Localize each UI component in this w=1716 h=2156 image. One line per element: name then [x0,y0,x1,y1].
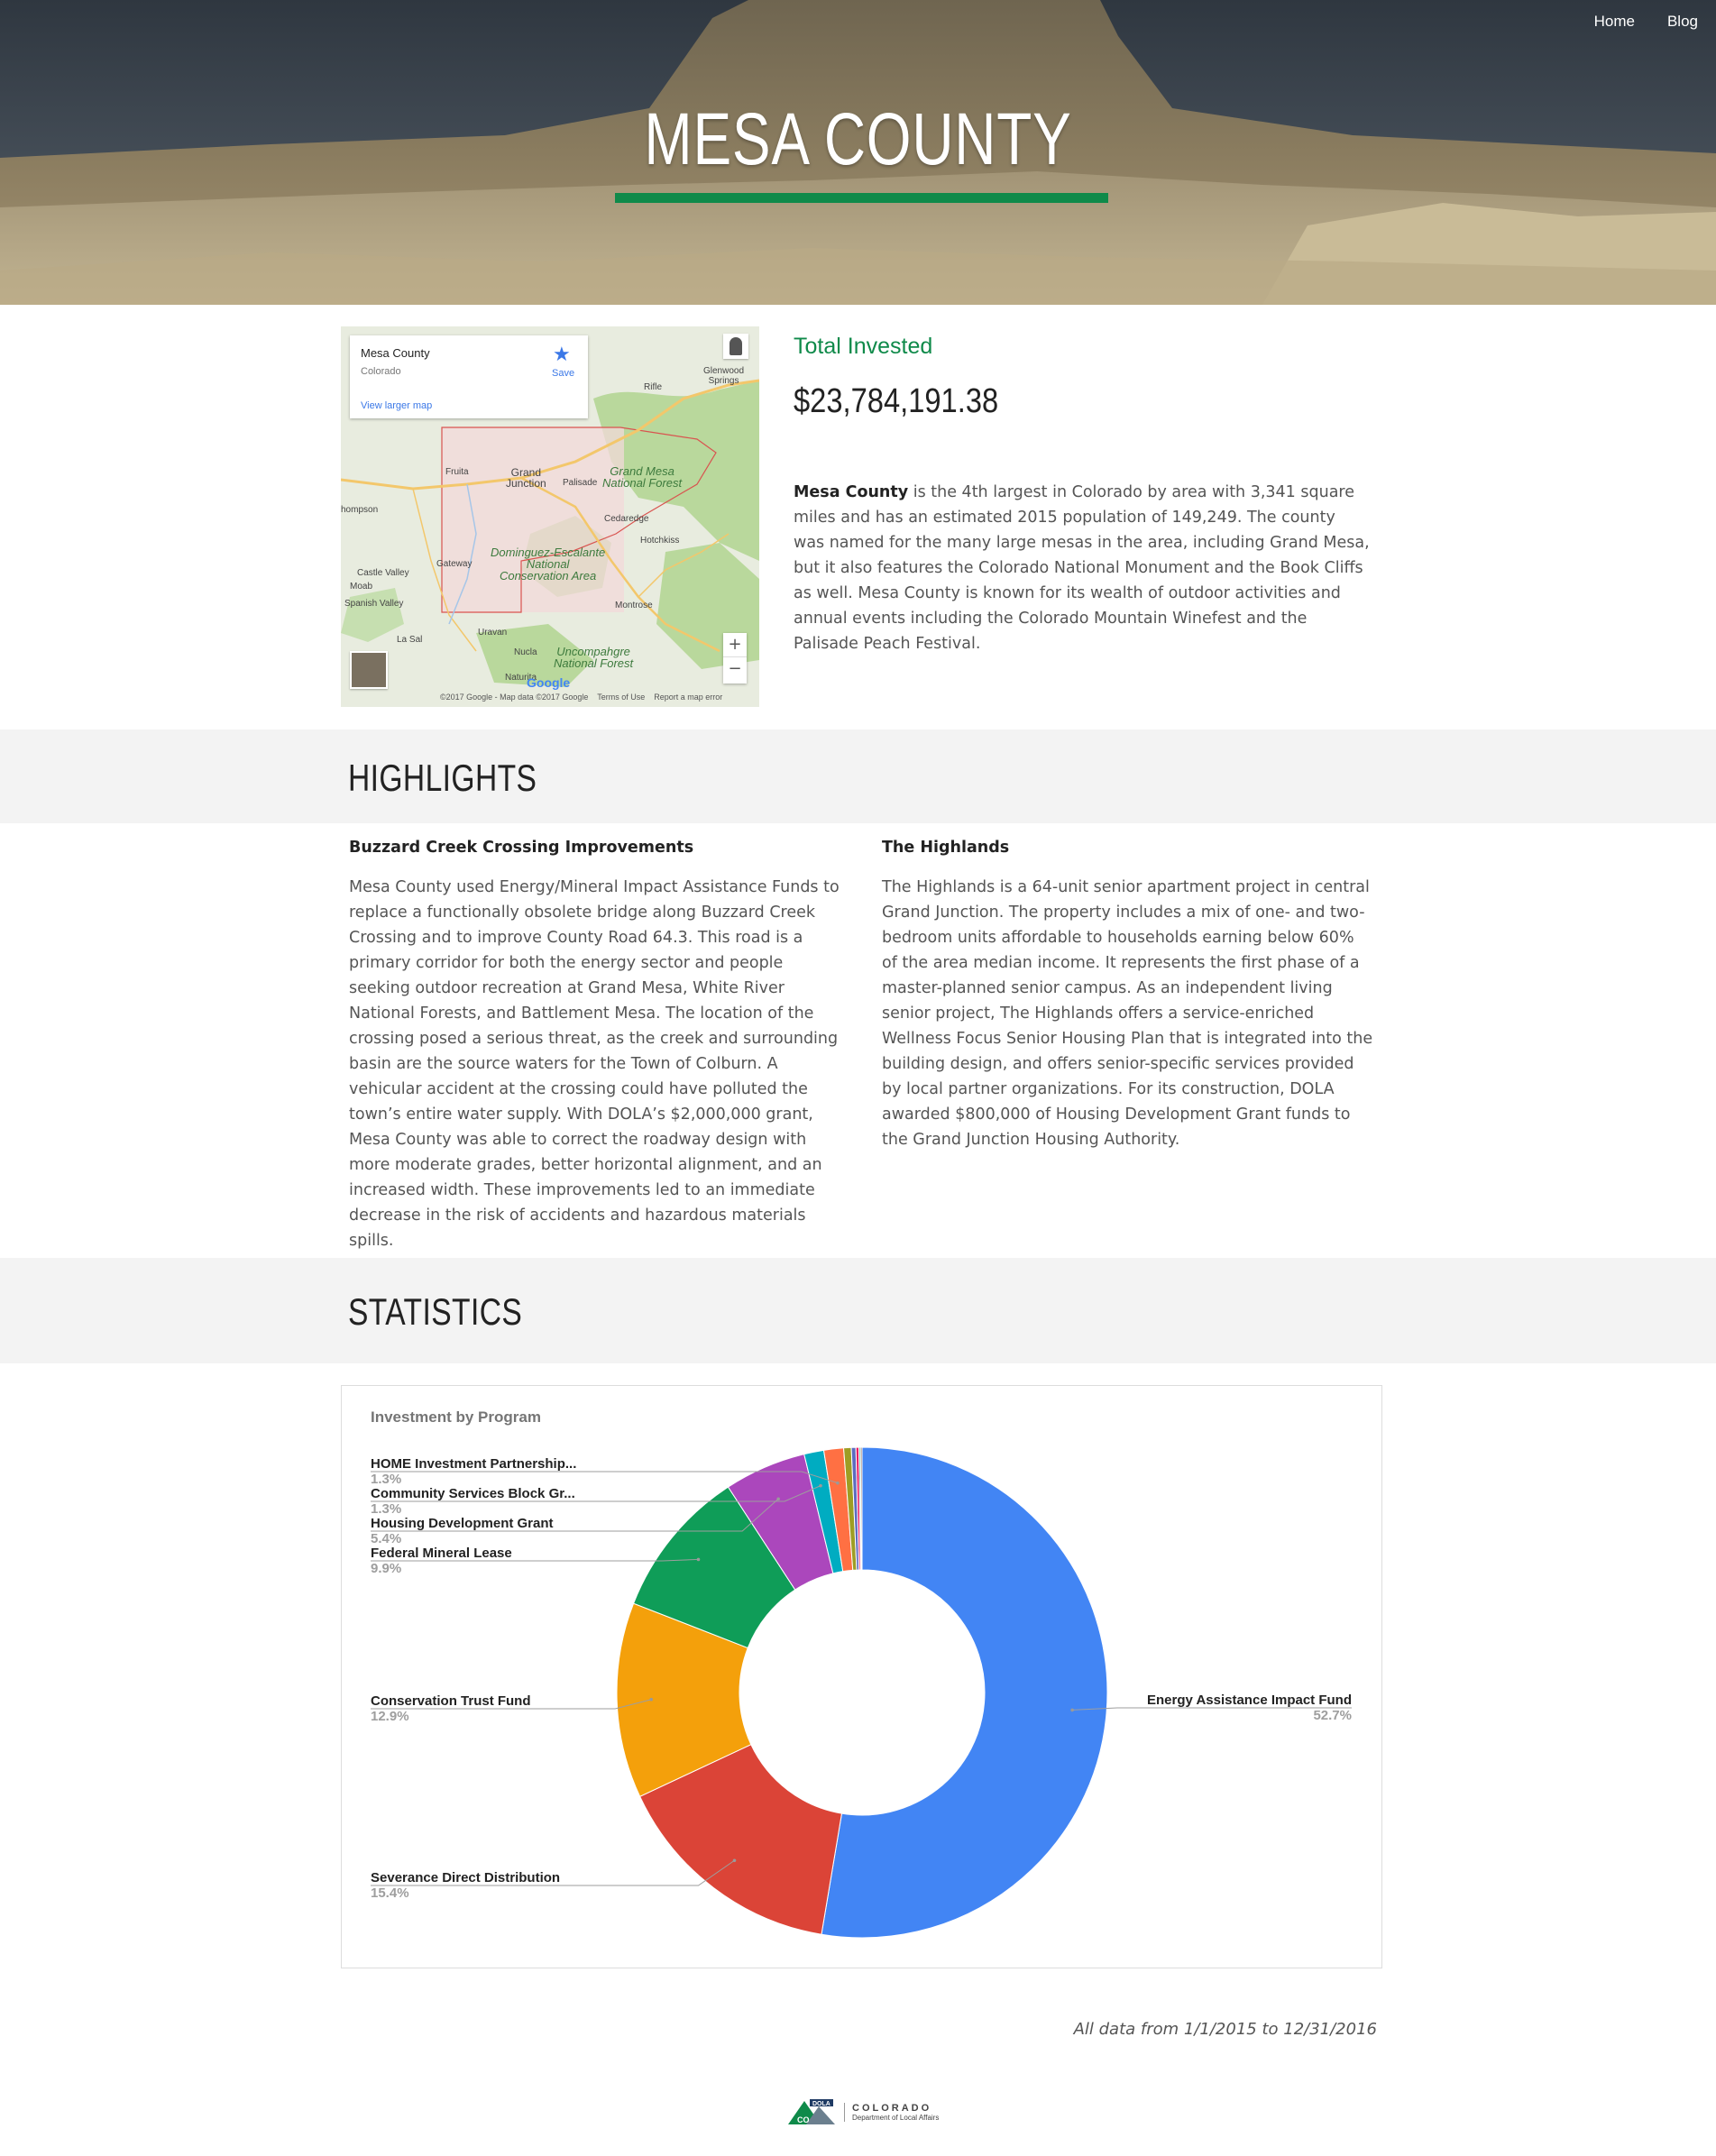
slice-percent-6: 1.3% [371,1472,402,1487]
top-nav [1594,13,1698,31]
zoom-out-button[interactable]: − [723,656,747,681]
highlight-title-2: The Highlands [882,839,1010,857]
label-leader-0 [1072,1708,1352,1710]
label-anchor-5 [819,1484,822,1488]
slice-label-1: Severance Direct Distribution [371,1870,561,1885]
colorado-logo-icon [786,2097,837,2126]
data-range-note: All data from 1/1/2015 to 12/31/2016 [1073,2020,1377,2039]
map-label-castle-valley: Castle Valley [357,568,409,578]
slice-label-6: HOME Investment Partnership... [371,1456,577,1472]
highlights-heading: HIGHLIGHTS [348,757,537,799]
map-zoom-control [723,633,747,683]
slice-label-3: Federal Mineral Lease [371,1546,512,1561]
slice-percent-2: 12.9% [371,1709,409,1724]
save-star-icon[interactable]: ★ [553,343,571,365]
map-label-spanish-valley: Spanish Valley [344,599,404,609]
map-label-uncompahgre: Uncompahgre National Forest [554,645,634,670]
statistics-heading: STATISTICS [348,1290,523,1333]
map-label-moab: Moab [350,582,373,592]
logo-department-text: Department of Local Affairs [852,2113,940,2122]
map-label-glenwood: Glenwood Springs [703,366,745,386]
zoom-in-button[interactable]: + [728,635,742,654]
map-attribution[interactable]: ©2017 Google - Map data ©2017 Google Terms of Use Report a map error [440,693,723,702]
map-label-thompson: hompson [341,505,379,515]
map-label-naturita: Naturita [505,673,537,683]
county-description-text: is the 4th largest in Colorado by area with 3,341 square miles and has an estimated 2015 population of 149,249. The county was named for the many large mesas in the area, including Grand Mesa, but it also features the Colorado National Monument and the Book Cliffs as well. Mesa County is known for its wealth of outdoor activities and annual events including the Colorado Mountain Winefest and the Palisade Peach Festival. [794,483,1370,653]
satellite-toggle-thumbnail[interactable] [350,651,388,689]
total-invested-label: Total Invested [794,334,933,359]
map-label-uravan: Uravan [478,628,508,638]
map-label-cedaredge: Cedaredge [604,514,649,524]
map-label-hotchkiss: Hotchkiss [640,536,680,546]
total-invested-value: $23,784,191.38 [794,382,999,420]
slice-percent-0: 52.7% [1313,1708,1352,1723]
statistics-header [0,1258,1716,1363]
slice-percent-5: 1.3% [371,1501,402,1517]
highlight-text-2: The Highlands is a 64-unit senior apartment project in central Grand Junction. The property includes a mix of one- and two-bedroom units affordable to households earning below 60% of the area median income. It represents the first phase of a master-planned senior campus. As an independent living senior project, The Highlands offers a service-enriched Wellness Focus Senior Housing Plan that is integrated into the building design, and offers senior-specific services provided by local partner organizations. For its construction, DOLA awarded $800,000 of Housing Development Grant funds to the Grand Junction Housing Authority. [882,878,1373,1149]
nav-blog-link[interactable]: Blog [1666,13,1698,30]
logo-dola-text: DOLA [812,2101,830,2107]
highlight-title-1: Buzzard Creek Crossing Improvements [349,839,694,857]
chart-title: Investment by Program [371,1408,541,1426]
highlights-header [0,729,1716,823]
slice-percent-1: 15.4% [371,1885,409,1901]
county-name: Mesa County [794,483,909,501]
view-larger-map-link[interactable]: View larger map [361,400,433,411]
slice-percent-4: 5.4% [371,1531,402,1546]
logo-co-text: CO [797,2115,810,2124]
slice-label-4: Housing Development Grant [371,1516,554,1531]
map-label-montrose: Montrose [615,601,653,610]
map-label-rifle: Rifle [644,382,663,392]
map-card-subtitle: Colorado [361,366,401,377]
investment-chart [341,1385,1382,1968]
map-label-gateway: Gateway [436,559,473,569]
donut-slice-11[interactable] [860,1447,862,1570]
title-underline [615,193,1108,203]
donut-slice-0[interactable] [821,1447,1107,1938]
map-label-la-sal: La Sal [397,635,423,645]
slice-label-0: Energy Assistance Impact Fund [1146,1693,1352,1708]
logo-colorado-text: COLORADO [852,2102,932,2114]
map-label-dominguez: Dominguez-Escalante National Conservation Area [491,546,606,583]
hero-banner [0,0,1716,305]
slice-percent-3: 9.9% [371,1561,402,1576]
map-label-nucla: Nucla [514,647,537,657]
map-label-fruita: Fruita [445,467,469,477]
nav-home-link[interactable]: Home [1593,13,1635,30]
county-description [794,480,1371,656]
dola-logo [786,2097,939,2126]
donut-chart-svg [342,1386,1381,1968]
slice-label-5: Community Services Block Gr... [371,1486,575,1501]
map-label-grand-mesa: Grand Mesa National Forest [602,464,683,490]
map-save-button[interactable]: Save [552,368,575,379]
map-info-card [350,335,588,418]
page-title: MESA COUNTY [644,98,1072,180]
map-label-palisade: Palisade [563,478,598,488]
map-avatar-icon[interactable] [723,334,748,359]
highlight-text-1: Mesa County used Energy/Mineral Impact Assistance Funds to replace a functionally obsolete bridge along Buzzard Creek Crossing and to improve County Road 64.3. This road is a primary corridor for both the energy sector and people seeking outdoor recreation at Grand Mesa, White River National Forests, and Battlement Mesa. The location of the crossing posed a serious threat, as the creek and surrounding basin are the source waters for the Town of Colburn. A vehicular accident at the crossing could have polluted the town’s entire water supply. With DOLA’s $2,000,000 grant, Mesa County was able to correct the roadway design with more moderate grades, better horizontal alignment, and an increased width. These improvements led to an immediate decrease in the risk of accidents and hazardous materials spills. [349,878,840,1250]
slice-label-2: Conservation Trust Fund [371,1693,531,1709]
map-label-grand-junction: Grand Junction [506,466,546,490]
county-map[interactable] [341,326,759,707]
google-logo: Google [527,675,571,690]
map-card-title: Mesa County [361,346,430,360]
